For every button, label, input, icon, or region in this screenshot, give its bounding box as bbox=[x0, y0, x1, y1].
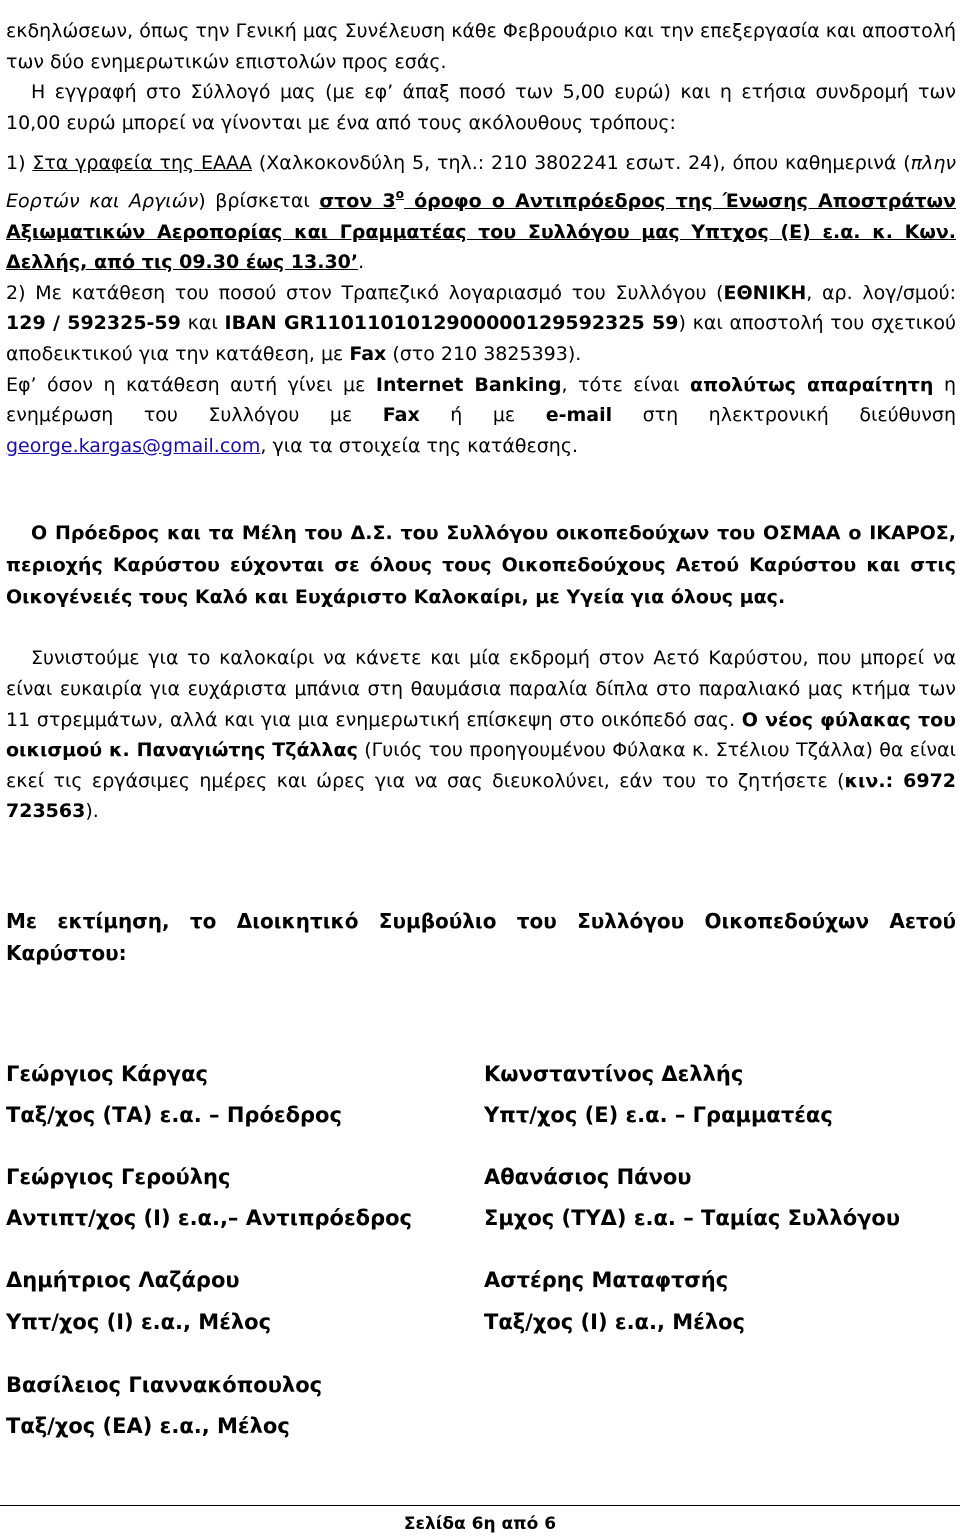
ib-text-e: στη ηλεκτρονική διεύθυνση bbox=[612, 404, 956, 427]
email-label: e-mail bbox=[545, 404, 613, 427]
signatory-7-name: Βασίλειος Γιαννακόπουλος bbox=[6, 1373, 323, 1397]
option-1-paragraph bbox=[6, 148, 956, 277]
ib-text-b: , τότε είναι bbox=[561, 373, 691, 396]
bank-name: ΕΘΝΙΚΗ bbox=[723, 281, 807, 304]
signatory-2-role: Υπτ/χος (Ε) ε.α. – Γραμματέας bbox=[484, 1103, 833, 1127]
floor-superscript: ο bbox=[395, 186, 404, 201]
signatory-6-name: Αστέρης Ματαφτσής bbox=[484, 1268, 729, 1292]
recommend-paragraph bbox=[6, 643, 956, 827]
ib-text-d: ή με bbox=[419, 404, 546, 427]
intro-line-1: εκδηλώσεων, όπως την Γενική μας Συνέλευση κάθε Φεβρουάριο και την επεξεργασία και αποστολή των δύο ενημερωτικών επιστολών προς εσάς. bbox=[6, 20, 956, 73]
registration-paragraph bbox=[6, 77, 956, 138]
recommend-text-b: (Γυιός του προηγουμένου Φύλακα κ. Στέλιου Τζάλλα) θα είναι εκεί τις εργάσιμες ημέρες και ώρες για να σας διευκολύνει, εάν του το ζητήσετε ( bbox=[6, 739, 956, 792]
option-1-end: . bbox=[358, 251, 365, 274]
signatory-5-name: Δημήτριος Λαζάρου bbox=[6, 1268, 240, 1292]
wishes-paragraph: Ο Πρόεδρος και τα Μέλη του Δ.Σ. του Συλλόγου οικοπεδούχων του ΟΣΜΑΑ ο ΙΚΑΡΟΣ, περιοχής Καρύστου εύχονται σε όλους τους Οικοπεδούχους Αετού Καρύστου και στις Οικογένειές τους Καλό και Ευχάριστο Καλοκαίρι, με Υγεία για όλους μας. bbox=[6, 522, 956, 609]
option-2-paragraph bbox=[6, 278, 956, 370]
signatory-3-name: Γεώργιος Γερούλης bbox=[6, 1165, 231, 1189]
ib-text-a: Εφ’ όσον η κατάθεση αυτή γίνει με bbox=[6, 373, 376, 396]
intro-paragraph bbox=[6, 16, 956, 77]
signatory-1-role: Ταξ/χος (ΤΑ) ε.α. – Πρόεδρος bbox=[6, 1103, 342, 1127]
fax-label: Fax bbox=[349, 342, 387, 365]
internet-banking-paragraph bbox=[6, 370, 956, 462]
signatory-3-role: Αντιπτ/χος (Ι) ε.α.,– Αντιπρόεδρος bbox=[6, 1206, 412, 1230]
located-text: ) βρίσκεται bbox=[198, 189, 320, 212]
holidays-note: πλην Εορτών και Αργιών bbox=[6, 152, 957, 212]
guard-phone: κιν.: 6972 723563 bbox=[6, 769, 957, 823]
required-note: απολύτως απαραίτητη bbox=[690, 373, 934, 396]
recommend-text-a: Συνιστούμε για το καλοκαίρι να κάνετε και μία εκδρομή στον Αετό Καρύστου, που μπορεί να είναι ευκαιρία για ευχάριστα μπάνια στη θαυμάσια παραλία δίπλα στο παραλιακό μας κτήμα των 11 στρεμμάτων, αλλά και για μια ενημερωτική επίσκεψη στο οικόπεδό σας. bbox=[6, 647, 956, 731]
internet-banking-label: Internet Banking bbox=[375, 373, 562, 396]
floor-text-a: στον 3 bbox=[319, 189, 396, 212]
signatory-2-name: Κωνσταντίνος Δελλής bbox=[484, 1062, 744, 1086]
signatory-4-role: Σμχος (ΤΥΔ) ε.α. – Ταμίας Συλλόγου bbox=[484, 1206, 901, 1230]
office-address: (Χαλκοκονδύλη 5, τηλ.: 210 3802241 εσωτ. 24), όπου καθημερινά ( bbox=[252, 152, 911, 175]
option-2-text-a: 2) Με κατάθεση του ποσού στον Τραπεζικό λογαριασμό του Συλλόγου ( bbox=[6, 281, 724, 304]
regards-paragraph: Με εκτίμηση, το Διοικητικό Συμβούλιο του Συλλόγου Οικοπεδούχων Αετού Καρύστου: bbox=[6, 908, 956, 965]
option-2-text-b: , αρ. λογ/σμού: bbox=[806, 281, 956, 304]
recommend-text-c: ). bbox=[85, 800, 99, 823]
account-number: 129 / 592325-59 bbox=[6, 312, 181, 335]
signatory-1-name: Γεώργιος Κάργας bbox=[6, 1062, 208, 1086]
option-1-number: 1) bbox=[6, 152, 33, 175]
page-number: Σελίδα 6η από 6 bbox=[403, 1514, 557, 1534]
office-location: Στα γραφεία της ΕΑΑΑ bbox=[32, 152, 253, 175]
email-link[interactable]: george.kargas@gmail.com bbox=[6, 434, 261, 457]
signatory-7-role: Ταξ/χος (ΕΑ) ε.α., Μέλος bbox=[6, 1414, 290, 1438]
signatory-6-role: Ταξ/χος (Ι) ε.α., Μέλος bbox=[484, 1310, 745, 1334]
ib-text-c: η ενημέρωση του Συλλόγου με bbox=[6, 373, 956, 427]
signatory-4-name: Αθανάσιος Πάνου bbox=[484, 1165, 692, 1189]
registration-text: Η εγγραφή στο Σύλλογό μας (με εφ’ άπαξ ποσό των 5,00 ευρώ) και η ετήσια συνδρομή των 10,00 ευρώ μπορεί να γίνονται με ένα από τους ακόλουθους τρόπους: bbox=[6, 81, 956, 134]
ib-text-f: , για τα στοιχεία της κατάθεσης. bbox=[260, 434, 579, 457]
guard-name: Ο νέος φύλακας του οικισμού κ. Παναγιώτης Τζάλλας bbox=[6, 708, 956, 762]
page-footer bbox=[0, 1505, 960, 1538]
option-2-text-d: ) και αποστολή του σχετικού αποδεικτικού για την κατάθεση, με bbox=[6, 312, 957, 365]
floor-text-b: όροφο ο Αντιπρόεδρος της Ένωσης Αποστράτων Αξιωματικών Αεροπορίας και Γραμματέας του Συλλόγου μας Υπτχος (Ε) ε.α. κ. Κων. Δελλής, από τις 09.30 έως 13.30’ bbox=[6, 189, 956, 274]
option-2-text-c: και bbox=[180, 312, 225, 335]
signatory-5-role: Υπτ/χος (Ι) ε.α., Μέλος bbox=[6, 1310, 272, 1334]
fax-label-2: Fax bbox=[382, 404, 420, 427]
option-2-text-e: (στο 210 3825393). bbox=[386, 342, 582, 365]
iban-number: IBAN GR1101101012900000129592325 59 bbox=[224, 312, 679, 335]
document-page bbox=[6, 0, 956, 969]
